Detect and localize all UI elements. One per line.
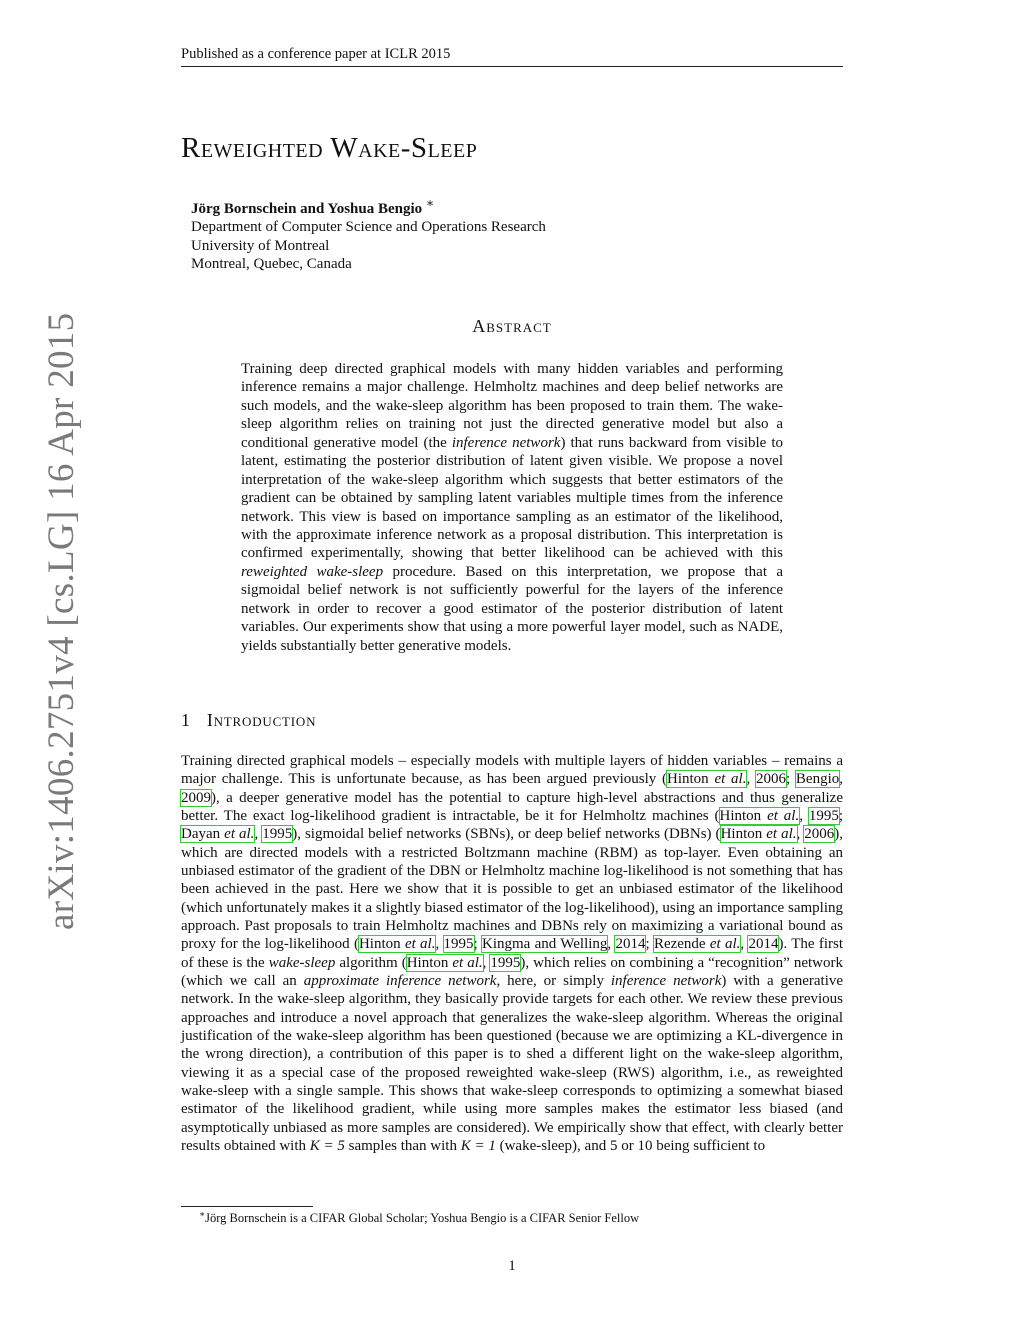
abstract-text — [241, 360, 783, 655]
affiliation-university: University of Montreal — [191, 237, 330, 254]
intro-text: Training directed graphical models – especially models with multiple layers of hidden variables – remains a major challenge. This is unfortunate because, as has been argued previously ( — [181, 753, 843, 788]
citation-link[interactable] — [667, 771, 746, 787]
author-names — [191, 194, 546, 218]
author-footnote-marker: ∗ — [425, 196, 435, 210]
footnote-rule — [181, 1206, 313, 1207]
citation-author: Hinton — [358, 936, 405, 953]
intro-text: ). The first of these is the — [181, 936, 844, 971]
intro-text: ), which are directed models with a restricted Boltzmann machine (RBM) as top-layer. Even obtaining an unbiased estimator of the gradient of the DBN or Helmholtz machine log-likelihood is not something that has been achieved in the past. Here we show that it is possible to get an unbiased estimator of the likelihood (which unfortunately makes it a slightly biased estimator of the log-likelihood), using an importance sampling approach. Past proposals to train Helmholtz machines and DBNs rely on maximizing a variational bound as proxy for the log-likelihood ( — [181, 826, 844, 953]
math-expression: K = 5 — [309, 1137, 345, 1154]
intro-text: samples than with — [344, 1137, 461, 1154]
citation-etal: et al. — [452, 954, 483, 971]
header-rule — [181, 66, 843, 67]
citation-year-link[interactable]: 2014 — [615, 936, 646, 953]
intro-emphasis: inference network — [610, 972, 722, 989]
running-head: Published as a conference paper at ICLR 2015 — [181, 46, 451, 62]
footnote-text: Jörg Bornschein is a CIFAR Global Scholar; Yoshua Bengio is a CIFAR Senior Fellow — [205, 1211, 640, 1226]
intro-text: ) with a generative network. In the wake-sleep algorithm, they basically provide targets for each other. We review these previous approaches and introduce a novel approach that generalizes the wake-sleep algorithm. Whereas the original justification of the wake-sleep algorithm has been questioned (because we are optimizing a KL-divergence in the wrong direction), a contribution of this paper is to shed a different light on the wake-sleep algorithm, viewing it as a special case of the proposed reweighted wake-sleep (RWS) algorithm, i.e., as reweighted wake-sleep with a single sample. This shows that wake-sleep corresponds to optimizing a somewhat biased estimator of the likelihood gradient, while using more samples makes the estimator less biased (and asymptotically unbiased as more samples are considered). We empirically show that effect, with clearly better results obtained with — [181, 972, 844, 1154]
citation-sep: , — [435, 936, 444, 953]
abstract-part: procedure. Based on this interpretation, we propose that a sigmoidal belief network is not sufficiently powerful for the layers of the inference network in order to recover a good estimator of the posterior distribution of latent variables. Our experiments show that using a more powerful layer model, such as NADE, yields substantially better generative models. — [241, 563, 783, 654]
citation-sep: , — [799, 807, 809, 824]
citation-year-link[interactable]: 2009 — [181, 789, 211, 806]
intro-emphasis: wake-sleep — [268, 954, 336, 971]
intro-emphasis: approximate inference network — [303, 972, 497, 989]
citation-sep: ; — [785, 771, 796, 788]
citation-etal: et al. — [766, 826, 797, 843]
citation-author: Hinton — [720, 826, 767, 843]
footnote-marker: ∗ — [199, 1209, 206, 1219]
intro-text: algorithm ( — [335, 954, 407, 971]
citation-sep: , — [607, 936, 616, 953]
abstract-emphasis: reweighted wake-sleep — [241, 563, 384, 580]
citation-sep: , — [482, 954, 491, 971]
citation-year-link[interactable]: 1995 — [443, 936, 474, 953]
citation-sep: , — [839, 771, 844, 788]
citation-sep: , — [796, 826, 805, 843]
citation-link[interactable] — [407, 955, 483, 971]
intro-text: (wake-sleep), and 5 or 10 being sufficient to — [495, 1137, 766, 1154]
citation-year-link[interactable]: 1995 — [490, 954, 521, 971]
citation-etal: et al. — [224, 826, 255, 843]
intro-text: , here, or simply — [496, 972, 611, 989]
citation-link[interactable]: Bengio — [795, 771, 840, 788]
paper-title: Reweighted Wake-Sleep — [181, 132, 478, 164]
intro-text: ), a deeper generative model has the potential to capture high-level abstractions and thus generalize better. The exact log-likelihood gradient is intractable, be it for Helmholtz machines ( — [181, 789, 843, 824]
abstract-part: Training deep directed graphical models with many hidden variables and performing inference remains a major challenge. Helmholtz machines and deep belief networks are such models, and the wake-sleep algorithm has been proposed to train them. The wake-sleep algorithm relies on training not just the directed generative model but also a conditional generative model (the — [241, 361, 783, 451]
citation-year-link[interactable]: 2006 — [804, 826, 835, 843]
citation-link[interactable] — [721, 826, 797, 842]
citation-year-link[interactable]: 1995 — [262, 826, 293, 843]
affiliation-location: Montreal, Quebec, Canada — [191, 256, 352, 273]
citation-sep: , — [254, 826, 263, 843]
arxiv-stamp: arXiv:1406.2751v4 [cs.LG] 16 Apr 2015 — [41, 312, 82, 930]
citation-link[interactable] — [720, 808, 800, 824]
citation-link[interactable] — [181, 826, 254, 842]
authors: Jörg Bornschein and Yoshua Bengio — [191, 201, 423, 217]
citation-link[interactable]: Kingma and Welling — [482, 936, 608, 953]
citation-author: Hinton — [667, 771, 715, 788]
abstract-heading: Abstract — [472, 316, 552, 336]
citation-sep: ; — [473, 936, 482, 953]
abstract-emphasis: inference network — [451, 434, 561, 451]
citation-year-link[interactable]: 2014 — [748, 936, 779, 953]
citation-author: Hinton — [719, 807, 768, 824]
page-number: 1 — [508, 1258, 516, 1274]
citation-year-link[interactable]: 2006 — [755, 771, 786, 788]
citation-year-link[interactable]: 1995 — [808, 807, 839, 824]
introduction-text — [181, 752, 843, 1155]
section-number: 1 — [181, 710, 191, 730]
citation-etal: et al. — [404, 936, 436, 953]
citation-etal: et al. — [714, 771, 747, 788]
citation-sep: ; — [838, 807, 844, 824]
citation-link[interactable] — [359, 936, 436, 952]
citation-sep: , — [746, 771, 756, 788]
intro-text: ), sigmoidal belief networks (SBNs), or deep belief networks (DBNs) ( — [292, 826, 721, 843]
section-title: Introduction — [206, 710, 317, 730]
citation-link[interactable] — [654, 936, 740, 952]
citation-etal: et al. — [709, 936, 741, 953]
section-heading-introduction — [181, 710, 316, 731]
abstract-part: ) that runs backward from visible to latent, estimating the posterior distribution of latent given visible. We propose a novel interpretation of the wake-sleep algorithm which suggests that better estimators of the gradient can be obtained by sampling latent variables multiple times from the inference network. This view is based on importance sampling as an estimator of the likelihood, with the approximate inference network as a proposal distribution. This interpretation is confirmed experimentally, showing that better likelihood can be achieved with this — [241, 434, 783, 562]
math-expression: K = 1 — [460, 1137, 496, 1154]
affiliation-department: Department of Computer Science and Operations Research — [191, 219, 546, 236]
citation-sep: , — [740, 936, 749, 953]
citation-author: Rezende — [653, 936, 710, 953]
citation-author: Hinton — [406, 954, 453, 971]
citation-author: Dayan — [181, 826, 225, 843]
author-block — [191, 194, 546, 274]
footnote — [199, 1209, 639, 1226]
intro-text: ), which relies on combining a “recognition” network (which we call an — [181, 954, 843, 989]
citation-etal: et al. — [767, 807, 800, 824]
citation-sep: ; — [645, 936, 654, 953]
